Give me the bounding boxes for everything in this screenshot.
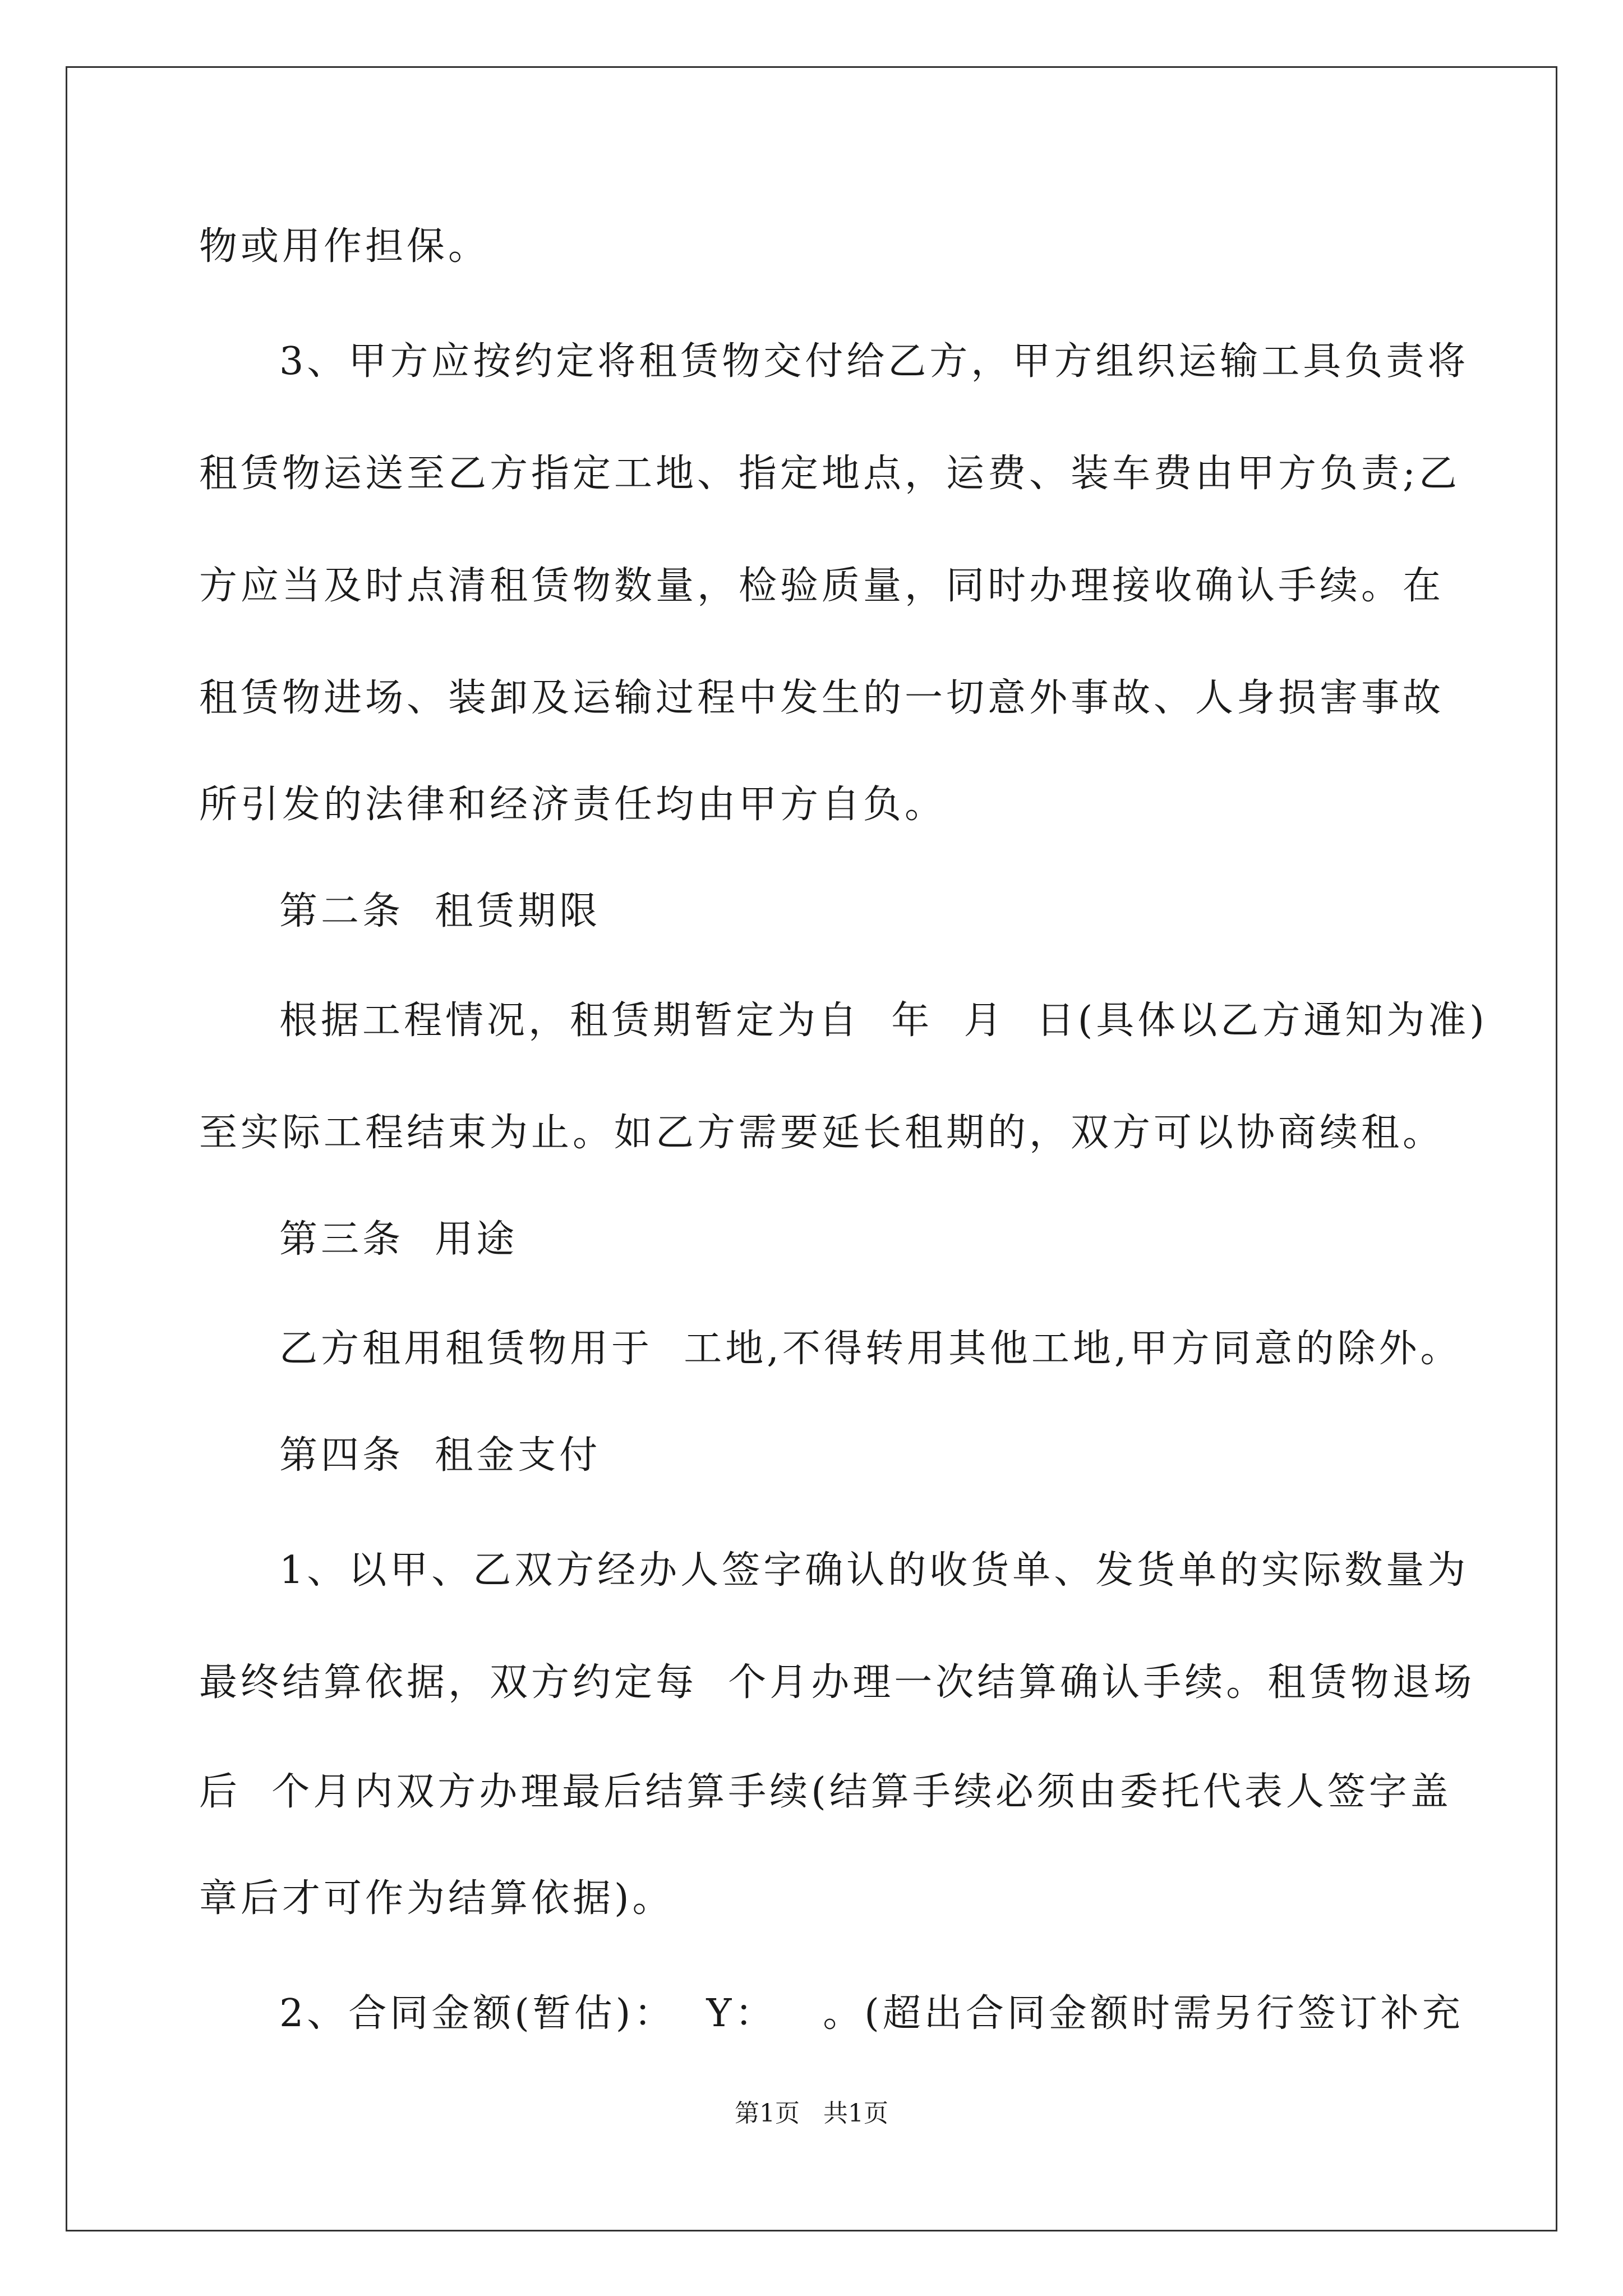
page-footer: 第1页 共1页 [735, 2099, 888, 2128]
section-heading-4: 第四条 租金支付 [279, 1433, 601, 1478]
text-line-5: 租赁物进场、装卸及运输过程中发生的一切意外事故、人身损害事故 [199, 676, 1445, 720]
text-line-1: 物或用作担保。 [199, 224, 490, 269]
text-line-13: 1、以甲、乙双方经办人签字确认的收货单、发货单的实际数量为 [279, 1548, 1469, 1593]
section-heading-3: 第三条 用途 [279, 1217, 518, 1262]
text-line-3: 租赁物运送至乙方指定工地、指定地点，运费、装车费由甲方负责;乙 [199, 452, 1460, 496]
section-heading-2: 第二条 租赁期限 [279, 889, 601, 933]
text-line-2: 3、甲方应按约定将租赁物交付给乙方，甲方组织运输工具负责将 [279, 339, 1469, 384]
text-line-17: 2、合同金额(暂估)： Y： 。(超出合同金额时需另行签订补充 [279, 1991, 1464, 2036]
text-line-15: 后 个月内双方办理最后结算手续(结算手续必须由委托代表人签字盖 [199, 1770, 1452, 1814]
text-line-8: 根据工程情况，租赁期暂定为自 年 月 日(具体以乙方通知为准) [279, 999, 1488, 1043]
text-line-4: 方应当及时点清租赁物数量，检验质量，同时办理接收确认手续。在 [199, 564, 1445, 608]
text-line-14: 最终结算依据，双方约定每 个月办理一次结算确认手续。租赁物退场 [199, 1660, 1476, 1705]
text-line-16: 章后才可作为结算依据)。 [199, 1876, 674, 1921]
text-line-11: 乙方租用租赁物用于 工地,不得转用其他工地,甲方同意的除外。 [279, 1327, 1462, 1371]
text-line-9: 至实际工程结束为止。如乙方需要延长租期的，双方可以协商续租。 [199, 1111, 1445, 1155]
text-line-6: 所引发的法律和经济责任均由甲方自负。 [199, 783, 947, 827]
